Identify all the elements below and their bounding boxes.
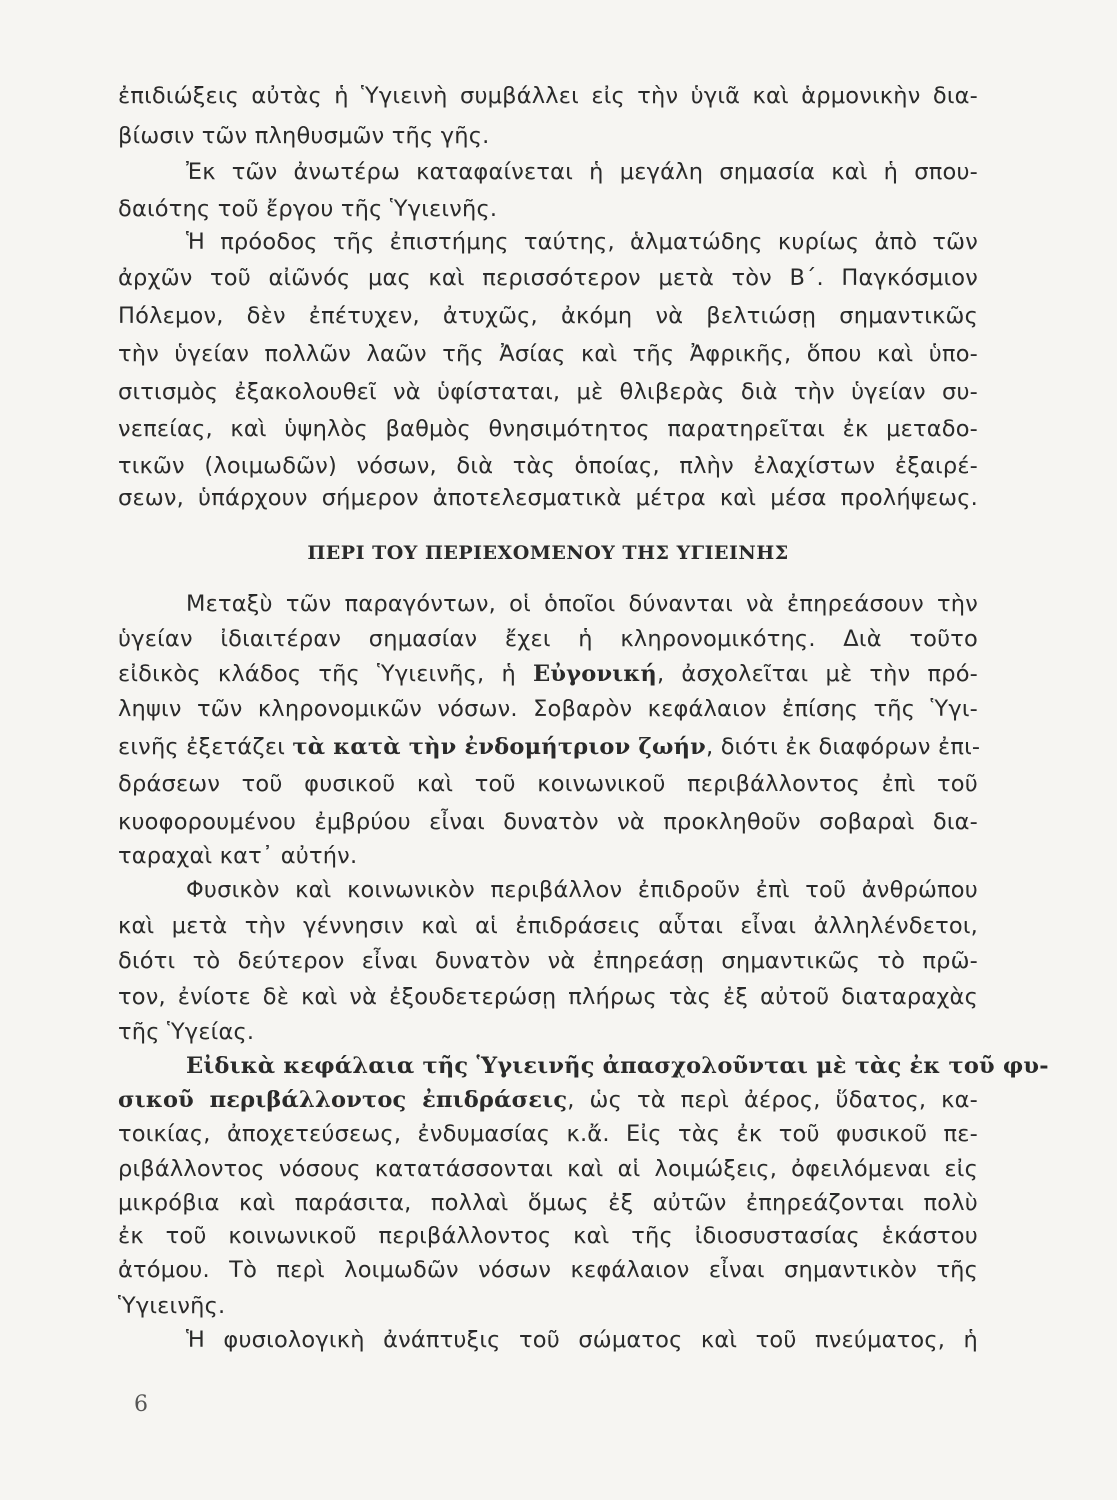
text-line: Φυσικὸν καὶ κοινωνικὸν περιβάλλον ἐπιδροῦν ἐπὶ τοῦ ἀνθρώπου (186, 877, 978, 903)
text-line: Ἡ πρόοδος τῆς ἐπιστήμης ταύτης, ἁλματώδης κυρίως ἀπὸ τῶν (186, 229, 978, 255)
text-line: ἐπιδιώξεις αὐτὰς ἡ Ὑγιεινὴ συμβάλλει εἰς τὴν ὑγιᾶ καὶ ἁρμονικὴν δια- (118, 83, 978, 109)
text-line: Ἡ φυσιολογικὴ ἀνάπτυξις τοῦ σώματος καὶ τοῦ πνεύματος, ἡ (186, 1327, 978, 1353)
text-line: σεων, ὑπάρχουν σήμερον ἀποτελεσματικὰ μέτρα καὶ μέσα προλήψεως. (118, 485, 978, 511)
text-line: δράσεων τοῦ φυσικοῦ καὶ τοῦ κοινωνικοῦ περιβάλλοντος ἐπὶ τοῦ (118, 771, 978, 797)
text-line: ἀρχῶν τοῦ αἰῶνός μας καὶ περισσότερον μετὰ τὸν Β΄. Παγκόσμιον (118, 265, 978, 291)
text-line: ἐκ τοῦ κοινωνικοῦ περιβάλλοντος καὶ τῆς ἰδιοσυστασίας ἑκάστου (118, 1223, 978, 1249)
text-line: τῆς Ὑγείας. (118, 1019, 255, 1045)
bold-term: σικοῦ περιβάλλοντος ἐπιδράσεις (118, 1087, 568, 1113)
text-line: εἰδικὸς κλάδος τῆς Ὑγιεινῆς, ἡ Εὐγονική, ἀσχολεῖται μὲ τὴν πρό- (118, 661, 979, 687)
text-line: τοικίας, ἀποχετεύσεως, ἐνδυμασίας κ.ἄ. Εἰς τὰς ἐκ τοῦ φυσικοῦ πε- (118, 1121, 978, 1147)
text-line: δαιότης τοῦ ἔργου τῆς Ὑγιεινῆς. (118, 196, 498, 222)
text-line: σικοῦ περιβάλλοντος ἐπιδράσεις, ὡς τὰ περὶ ἀέρος, ὕδατος, κα- (118, 1087, 978, 1113)
text-line: τον, ἐνίοτε δὲ καὶ νὰ ἐξουδετερώσῃ πλήρως τὰς ἐξ αὐτοῦ διαταραχὰς (118, 984, 978, 1010)
section-heading: ΠΕΡΙ ΤΟΥ ΠΕΡΙΕΧΟΜΕΝΟΥ ΤΗΣ ΥΓΙΕΙΝΗΣ (307, 542, 789, 564)
text-line: τικῶν (λοιμωδῶν) νόσων, διὰ τὰς ὁποίας, πλὴν ἐλαχίστων ἐξαιρέ- (118, 453, 978, 479)
text-line: Ἐκ τῶν ἀνωτέρω καταφαίνεται ἡ μεγάλη σημασία καὶ ἡ σπου- (186, 159, 978, 185)
text-line: ἀτόμου. Τὸ περὶ λοιμωδῶν νόσων κεφάλαιον εἶναι σημαντικὸν τῆς (118, 1257, 978, 1283)
text-line: ληψιν τῶν κληρονομικῶν νόσων. Σοβαρὸν κεφάλαιον ἐπίσης τῆς Ὑγι- (118, 696, 978, 722)
text-line: βίωσιν τῶν πληθυσμῶν τῆς γῆς. (118, 123, 490, 149)
text-line: σιτισμὸς ἐξακολουθεῖ νὰ ὑφίσταται, μὲ θλιβερὰς διὰ τὴν ὑγείαν συ- (118, 379, 978, 405)
text-line: καὶ μετὰ τὴν γέννησιν καὶ αἱ ἐπιδράσεις αὗται εἶναι ἀλληλένδετοι, (118, 913, 978, 939)
text-line: ριβάλλοντος νόσους κατατάσσονται καὶ αἱ λοιμώξεις, ὀφειλόμεναι εἰς (118, 1156, 978, 1182)
bold-term: Εὐγονική (533, 661, 657, 687)
text-line: Μεταξὺ τῶν παραγόντων, οἱ ὁποῖοι δύνανται νὰ ἐπηρεάσουν τὴν (186, 591, 978, 617)
text-line: ὑγείαν ἰδιαιτέραν σημασίαν ἔχει ἡ κληρονομικότης. Διὰ τοῦτο (118, 626, 978, 652)
text-line: τὴν ὑγείαν πολλῶν λαῶν τῆς Ἀσίας καὶ τῆς Ἀφρικῆς, ὅπου καὶ ὑπο- (118, 341, 978, 367)
bold-term: τὰ κατὰ τὴν ἐνδομήτριον ζωήν (292, 734, 706, 760)
text-line: κυοφορουμένου ἐμβρύου εἶναι δυνατὸν νὰ προκληθοῦν σοβαραὶ δια- (118, 809, 978, 835)
text-line: διότι τὸ δεύτερον εἶναι δυνατὸν νὰ ἐπηρεάσῃ σημαντικῶς τὸ πρῶ- (118, 948, 978, 974)
text-line: Εἰδικὰ κεφάλαια τῆς Ὑγιεινῆς ἀπασχολοῦνται μὲ τὰς ἐκ τοῦ φυ- (186, 1053, 1049, 1079)
text-line: ταραχαὶ κατ᾽ αὐτήν. (118, 843, 358, 869)
text-line: νεπείας, καὶ ὑψηλὸς βαθμὸς θνησιμότητος παρατηρεῖται ἐκ μεταδο- (118, 416, 978, 442)
text-line: εινῆς ἐξετάζει τὰ κατὰ τὴν ἐνδομήτριον ζωήν, διότι ἐκ διαφόρων ἐπι- (118, 734, 981, 760)
page-number: 6 (134, 1392, 148, 1417)
text-line: μικρόβια καὶ παράσιτα, πολλαὶ ὅμως ἐξ αὐτῶν ἐπηρεάζονται πολὺ (118, 1190, 978, 1216)
text-line: Ὑγιεινῆς. (118, 1293, 226, 1319)
text-line: Πόλεμον, δὲν ἐπέτυχεν, ἀτυχῶς, ἀκόμη νὰ βελτιώσῃ σημαντικῶς (118, 303, 978, 329)
